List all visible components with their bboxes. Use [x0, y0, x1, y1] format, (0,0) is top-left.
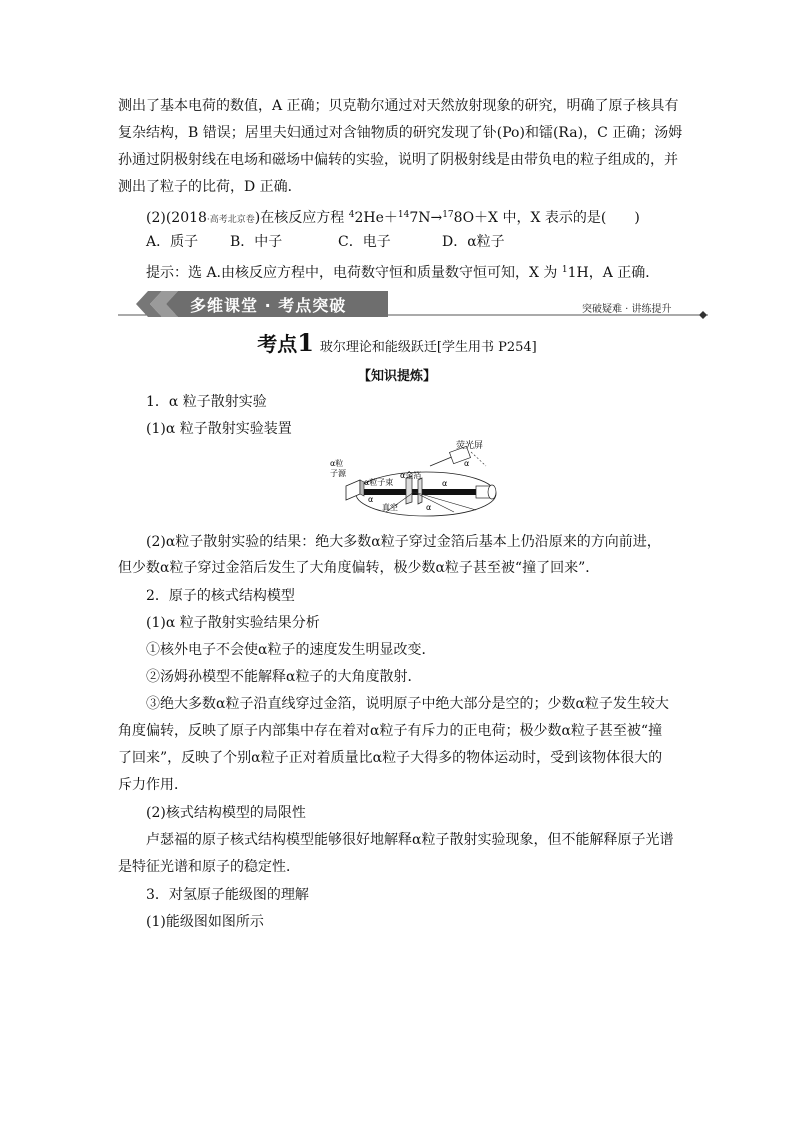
analysis-point-2: ②汤姆孙模型不能解释α粒子的大角度散射． [146, 669, 422, 685]
paragraph-line: 测出了基本电荷的数值，A 正确；贝克勒尔通过对天然放射现象的研究，明确了原子核具有 [118, 98, 679, 114]
question-2-hint: 提示：选 A.由核反应方程中，电荷数守恒和质量数守恒可知，X 为 $^1$1H，A 正确． [146, 265, 660, 281]
label-alpha: α [442, 479, 448, 488]
paragraph-line: 测出了粒子的比荷，D 正确． [118, 179, 302, 195]
label-source-1: α粒 [330, 459, 344, 468]
alpha-scattering-apparatus-diagram [326, 438, 506, 520]
label-vacuum: 真空 [382, 503, 398, 512]
analysis-point-1: ①核外电子不会使α粒子的速度发生明显改变． [146, 642, 436, 658]
option-d: D．α粒子 [442, 234, 505, 250]
option-b: B．中子 [230, 234, 283, 250]
paragraph-line: 卢瑟福的原子核式结构模型能够很好地解释α粒子散射实验现象，但不能解释原子光谱 [146, 832, 674, 848]
alpha-source-box [346, 480, 360, 500]
paragraph-line: 角度偏转，反映了原子内部集中存在着对α粒子有斥力的正电荷；极少数α粒子甚至被“撞 [118, 723, 663, 739]
paragraph-line: 斥力作用． [118, 777, 188, 793]
label-foil: α金箔 [400, 471, 422, 480]
paragraph-line: 复杂结构，B 错误；居里夫妇通过对含铀物质的研究发现了钋(Po)和镭(Ra)，C 正确；汤姆 [118, 125, 683, 141]
alpha-beam [364, 489, 484, 495]
paragraph-line: (2)α粒子散射实验的结果：绝大多数α粒子穿过金箔后基本上仍沿原来的方向前进， [146, 534, 661, 550]
paragraph-line: 但少数α粒子穿过金箔后发生了大角度偏转，极少数α粒子甚至被“撞了回来”． [118, 560, 600, 576]
label-beam: α粒子束 [364, 478, 394, 487]
item-subheading: (1)α 粒子散射实验装置 [146, 421, 292, 437]
label-screen: 荧光屏 [456, 441, 484, 451]
label-alpha: α [368, 495, 374, 504]
gold-foil [406, 476, 412, 504]
item-subheading: (2)核式结构模型的局限性 [146, 805, 306, 821]
option-a: A．质子 [146, 234, 199, 250]
paragraph-line: 孙通过阴极射线在电场和磁场中偏转的实验，说明了阴极射线是由带负电的粒子组成的，并 [118, 152, 678, 168]
section-heading [0, 328, 794, 357]
option-c: C．电子 [338, 234, 391, 250]
label-alpha: α [426, 503, 432, 512]
analysis-point-3: ③绝大多数α粒子沿直线穿过金箔，说明原子中绝大部分是空的；少数α粒子发生较大 [146, 696, 669, 712]
label-source-2: 子源 [330, 469, 346, 478]
banner-title: 多维课堂 · 考点突破 [190, 296, 347, 315]
paragraph-line: 了回来”，反映了个别α粒子正对着质量比α粒子大得多的物体运动时，受到该物体很大的 [118, 750, 663, 766]
item-heading: 2．原子的核式结构模型 [146, 588, 295, 604]
item-heading: 1．α 粒子散射实验 [146, 394, 267, 410]
section-title: 玻尔理论和能级跃迁[学生用书 P254] [319, 340, 537, 355]
banner-subtitle: 突破疑难 · 讲练提升 [582, 304, 672, 315]
item-heading: 3．对氢原子能级图的理解 [146, 887, 309, 903]
item-subheading: (1)α 粒子散射实验结果分析 [146, 615, 320, 631]
question-2-stem: (2)(2018·高考北京卷)在核反应方程 $^4$2He＋$^{14}$7N→$^{17}$8O＋X 中，X 表示的是( ) [146, 210, 640, 226]
question-2-options [146, 232, 706, 252]
exam-source: ·高考北京卷 [206, 215, 255, 225]
item-subheading: (1)能级图如图所示 [146, 914, 264, 930]
paragraph-line: 是特征光谱和原子的稳定性． [118, 859, 300, 875]
section-label: 考点1 [257, 328, 314, 357]
label-alpha: α [464, 459, 470, 468]
section-subhead: 【知识提炼】 [357, 369, 436, 384]
